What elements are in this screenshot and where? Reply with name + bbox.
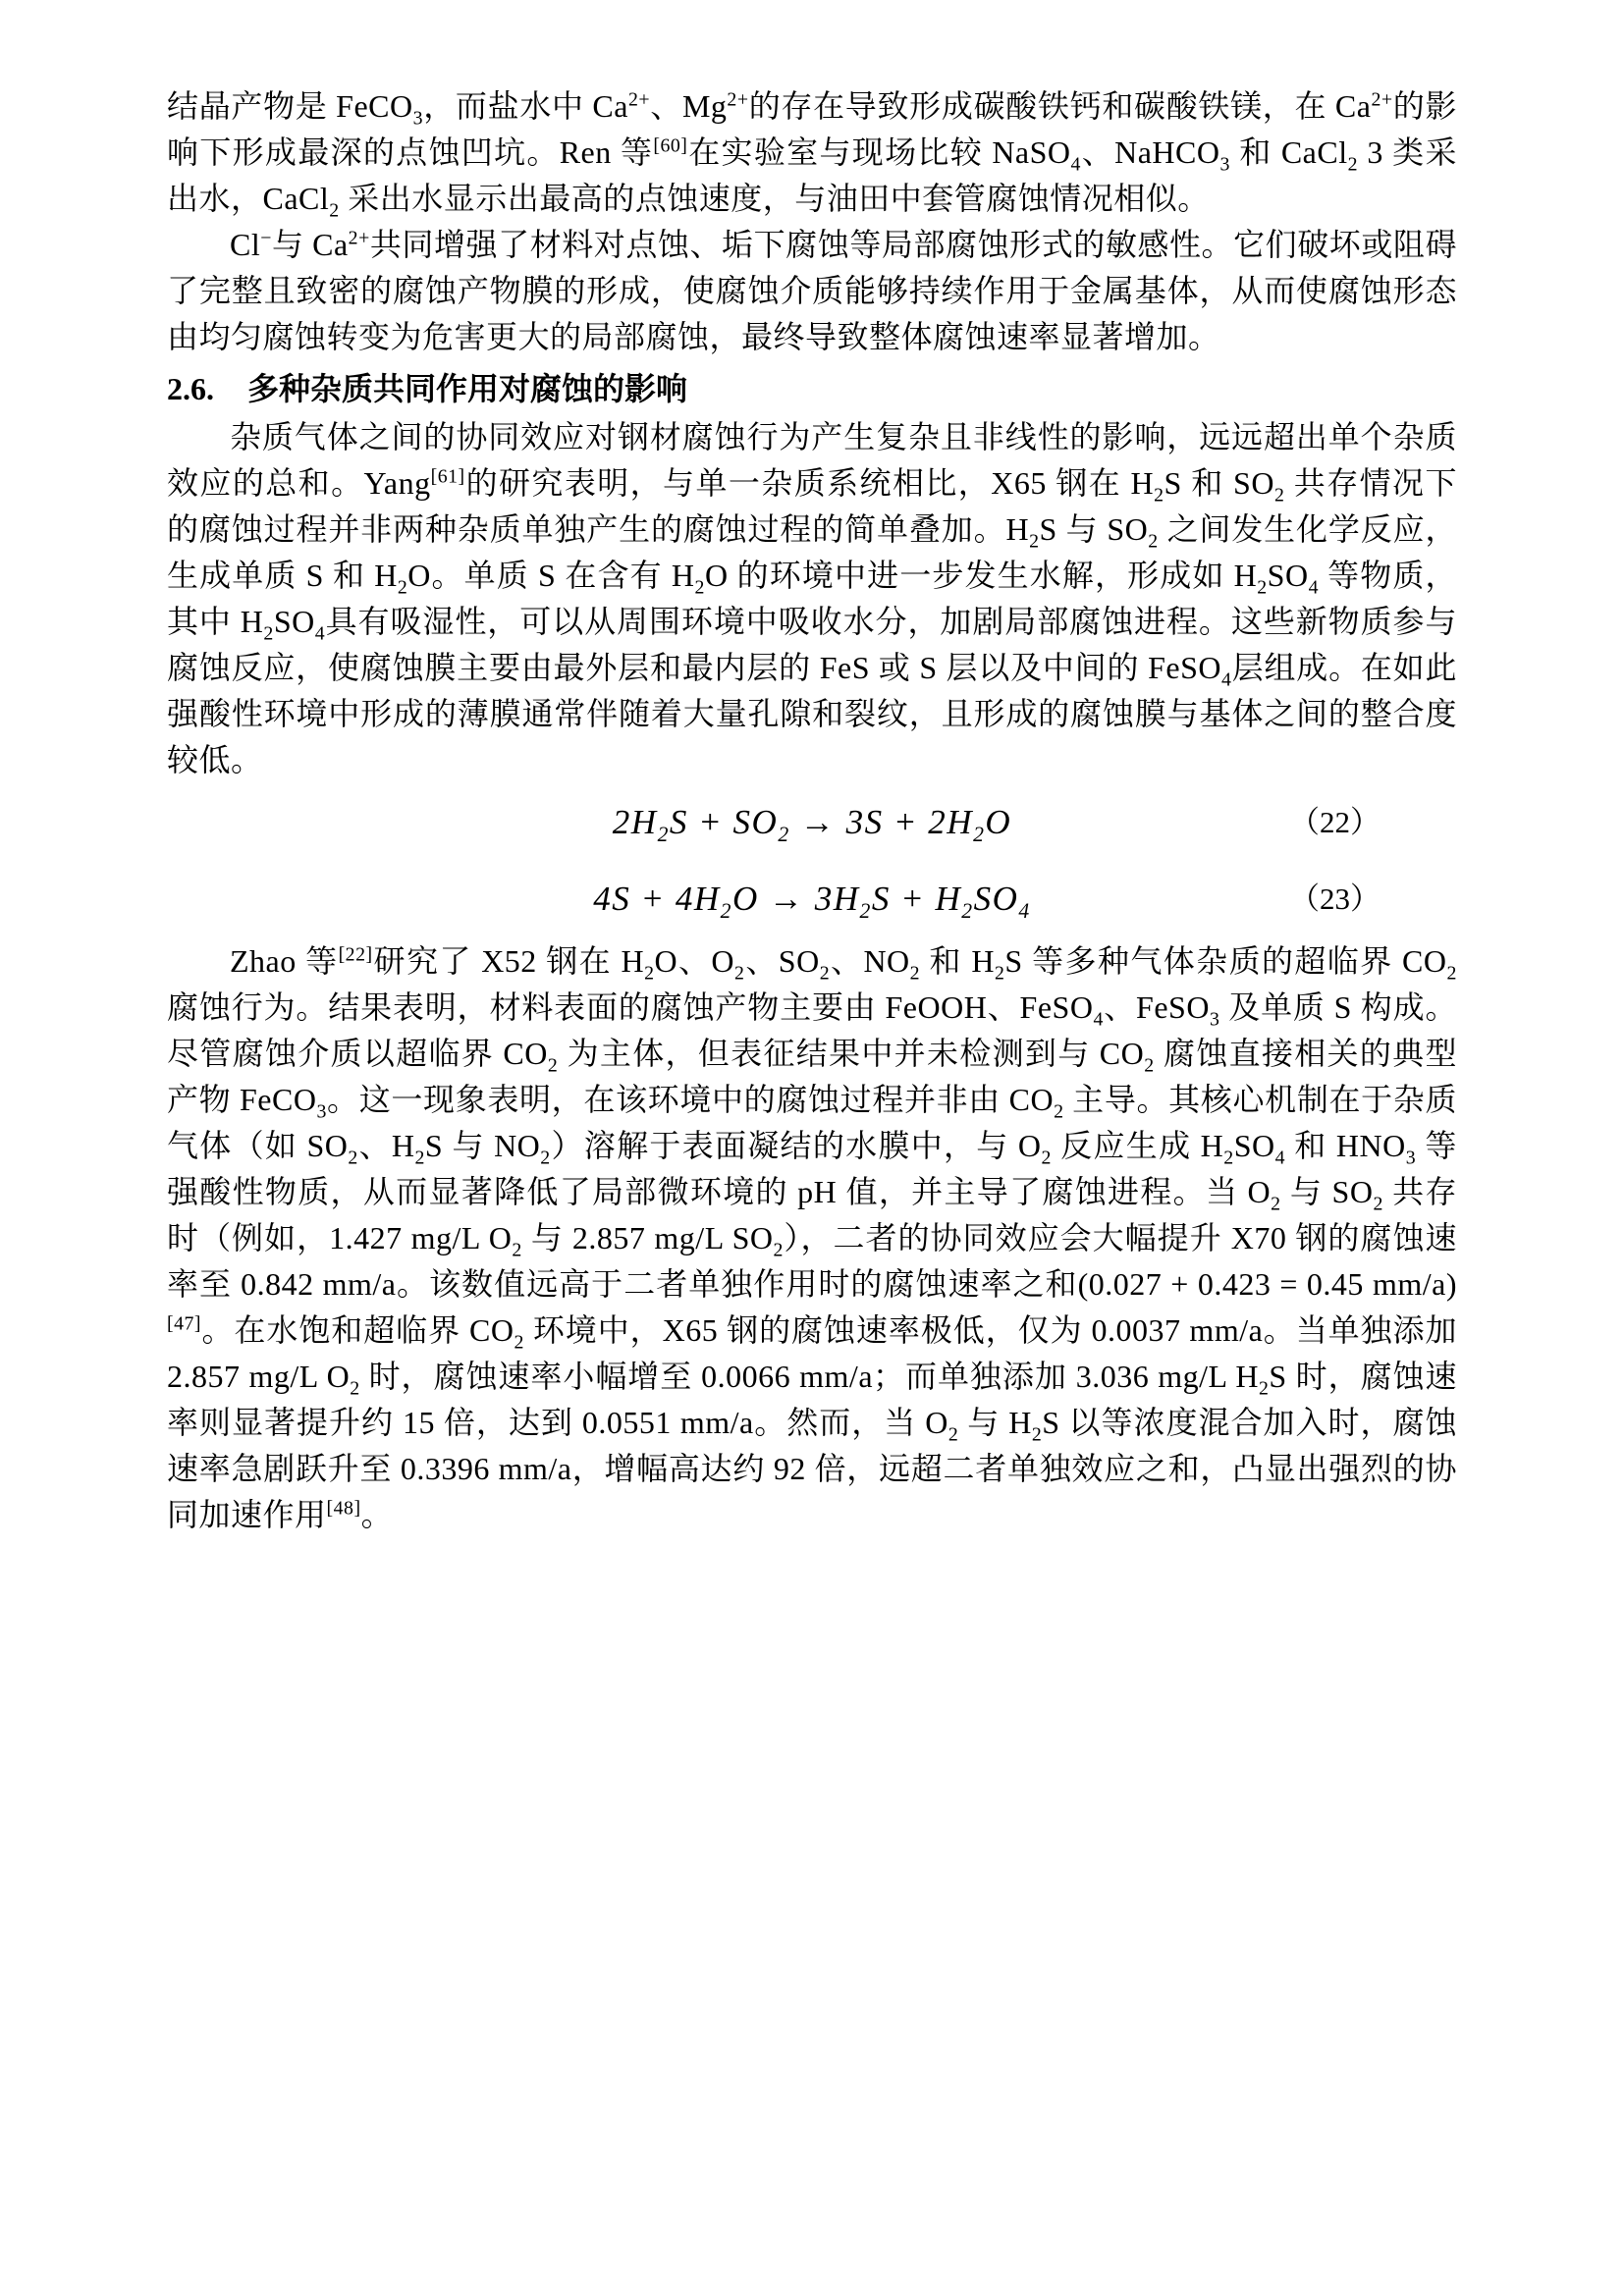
text-run: → 3S + 2H <box>789 803 974 841</box>
text-run: 共同增强了材料对点蚀、垢下腐蚀等局部腐蚀形式的敏感性。它们破坏或阻碍了完整且致密的腐蚀产物膜的形成，使腐蚀介质能够持续作用于金属基体，从而使腐蚀形态由均匀腐蚀转变为危害更大的局部腐蚀，最终导致整体腐蚀速率显著增加。 <box>167 227 1457 354</box>
subscript-text: 3 <box>1405 1147 1417 1169</box>
text-run: 与 Ca <box>271 227 349 262</box>
text-run: S + SO <box>669 803 779 841</box>
subscript-text: 2 <box>397 576 408 599</box>
text-run: 为主体，但表征结果中并未检测到与 CO <box>558 1036 1145 1071</box>
text-run: 等物质，其中 H <box>167 558 1457 639</box>
superscript-text: 2+ <box>627 88 651 111</box>
text-run: 、NO <box>830 943 910 979</box>
subscript-text: 2 <box>414 1147 425 1169</box>
superscript-text: − <box>260 227 272 249</box>
text-run: 的研究表明，与单一杂质系统相比，X65 钢在 H <box>464 465 1155 501</box>
text-run: 、FeSO <box>1103 989 1210 1025</box>
text-run: SO <box>273 604 315 639</box>
subscript-text: 2 <box>1144 1054 1155 1077</box>
subscript-text: 2 <box>973 823 986 846</box>
text-run: 与 SO <box>1280 1174 1374 1209</box>
text-run: 。在水饱和超临界 CO <box>201 1312 514 1348</box>
subscript-text: 2 <box>1031 1423 1043 1446</box>
text-run: Cl <box>230 227 261 262</box>
superscript-text: 2+ <box>1371 88 1393 111</box>
subscript-text: 2 <box>734 962 745 985</box>
para-chloride-calcium <box>167 222 1457 360</box>
subscript-text: 3 <box>412 107 424 130</box>
subscript-text: 4 <box>1274 1147 1286 1169</box>
subscript-text: 2 <box>1446 962 1457 985</box>
text-run: 。 <box>360 1497 394 1532</box>
text-run: 杂质气体之间的协同效应对钢材腐蚀行为产生复杂且非线性的影响，远远超出单个杂质效应的总和。Yang <box>167 419 1457 501</box>
subscript-text: 2 <box>819 962 831 985</box>
subscript-text: 2 <box>1257 576 1268 599</box>
subscript-text: 2 <box>263 622 274 645</box>
subscript-text: 2 <box>961 899 974 923</box>
text-run: 共存时（例如，1.427 mg/L O <box>167 1174 1457 1255</box>
superscript-text: 2+ <box>727 88 749 111</box>
subscript-text: 2 <box>694 576 705 599</box>
text-run: S 等多种气体杂质的超临界 CO <box>1004 943 1447 979</box>
equation-expression <box>593 880 1031 923</box>
text-run: 之间发生化学反应，生成单质 S 和 H <box>167 511 1457 593</box>
superscript-text: [22] <box>338 943 373 966</box>
text-run: 和 HNO <box>1285 1128 1406 1163</box>
text-run: 反应生成 H <box>1051 1128 1224 1163</box>
para-synergy-h2s-so2 <box>167 414 1457 783</box>
text-run: SO <box>973 880 1019 918</box>
text-run: 3 类采出水，CaCl <box>167 134 1457 216</box>
section-2-6 <box>167 366 1457 412</box>
text-run: 腐蚀直接相关的典型产物 FeCO <box>167 1036 1457 1117</box>
text-run: 和 H <box>920 943 995 979</box>
superscript-text: [60] <box>653 134 688 157</box>
superscript-text: 2+ <box>348 227 370 249</box>
subscript-text: 2 <box>348 1147 358 1169</box>
subscript-text: 2 <box>859 899 872 923</box>
text-run: 、NaHCO <box>1080 134 1220 170</box>
subscript-text: 2 <box>1271 1193 1281 1215</box>
subscript-text: 2 <box>1373 1193 1383 1215</box>
text-run: 的存在导致形成碳酸铁钙和碳酸铁镁，在 Ca <box>748 88 1372 124</box>
text-run: 和 CaCl <box>1229 134 1348 170</box>
subscript-text: 2 <box>1258 1377 1270 1400</box>
subscript-text: 2 <box>1273 484 1285 507</box>
subscript-text: 4 <box>1308 576 1319 599</box>
superscript-text: [47] <box>167 1312 202 1335</box>
text-run: 研究了 X52 钢在 H <box>372 943 645 979</box>
text-run: S 和 SO <box>1164 465 1274 501</box>
text-run: ，而盐水中 Ca <box>423 88 628 124</box>
superscript-text: [48] <box>326 1497 361 1520</box>
subscript-text: 3 <box>1209 1008 1220 1031</box>
equation-number: （22） <box>1289 805 1380 839</box>
text-run: 具有吸湿性，可以从周围环境中吸收水分，加剧局部腐蚀进程。这些新物质参与腐蚀反应，使腐蚀膜主要由最外层和最内层的 FeS 或 S 层以及中间的 FeSO <box>167 604 1457 685</box>
text-run: S 与 NO <box>424 1128 541 1163</box>
text-run: 时，腐蚀速率小幅增至 0.0066 mm/a；而单独添加 3.036 mg/L H <box>359 1359 1259 1394</box>
subscript-text: 2 <box>909 962 921 985</box>
subscript-text: 2 <box>778 823 790 846</box>
subscript-text: 2 <box>994 962 1005 985</box>
subscript-text: 2 <box>350 1377 360 1400</box>
subscript-text: 2 <box>547 1054 559 1077</box>
subscript-text: 2 <box>1223 1147 1234 1169</box>
para-zhao-supercritical-co2 <box>167 938 1457 1538</box>
text-run: 2H <box>612 803 658 841</box>
text-run: O <box>985 803 1012 841</box>
text-run: 、H <box>357 1128 415 1163</box>
text-run: 4S + 4H <box>593 880 721 918</box>
text-run: 与 2.857 mg/L SO <box>521 1220 774 1255</box>
subscript-text: 3 <box>316 1100 327 1123</box>
section-number: 2.6. <box>167 371 214 406</box>
text-run: 、Mg <box>650 88 728 124</box>
equation-23 <box>167 862 1457 936</box>
text-run: 在实验室与现场比较 NaSO <box>687 134 1071 170</box>
text-run: SO <box>1233 1128 1275 1163</box>
text-run: O → 3H <box>731 880 860 918</box>
subscript-text: 2 <box>1154 484 1164 507</box>
text-run: Zhao 等 <box>230 943 339 979</box>
equation-expression <box>612 803 1012 846</box>
text-run: S 与 SO <box>1039 511 1149 547</box>
subscript-text: 4 <box>1093 1008 1104 1031</box>
text-run: S + H <box>871 880 962 918</box>
section-title: 多种杂质共同作用对腐蚀的影响 <box>247 371 688 406</box>
text-run: 结晶产物是 FeCO <box>167 88 413 124</box>
text-run: 。这一现象表明，在该环境中的腐蚀过程并非由 CO <box>326 1082 1055 1117</box>
superscript-text: [61] <box>430 465 465 488</box>
subscript-text: 2 <box>657 823 670 846</box>
subscript-text: 2 <box>540 1147 551 1169</box>
subscript-text: 2 <box>947 1423 959 1446</box>
text-run: ），二者的协同效应会大幅提升 X70 钢的腐蚀速率至 0.842 mm/a。该数值远高于二者单独作用时的腐蚀速率之和(0.027 + 0.423 = 0.45 mm/a) <box>167 1220 1457 1302</box>
subscript-text: 2 <box>329 199 340 222</box>
text-run: O 的环境中进一步发生水解，形成如 H <box>704 558 1258 593</box>
text-run: O。单质 S 在含有 H <box>407 558 695 593</box>
text-run: 及单质 S 构成。尽管腐蚀介质以超临界 CO <box>167 989 1457 1071</box>
text-run: 等强酸性物质，从而显著降低了局部微环境的 pH 值，并主导了腐蚀进程。当 O <box>167 1128 1457 1209</box>
text-run: SO <box>1267 558 1309 593</box>
text-run: S 以等浓度混合加入时，腐蚀速率急剧跃升至 0.3396 mm/a，增幅高达约 92 倍，远超二者单独效应之和，凸显出强烈的协同加速作用 <box>167 1405 1457 1532</box>
subscript-text: 2 <box>1041 1147 1052 1169</box>
text-run: ）溶解于表面凝结的水膜中，与 O <box>550 1128 1042 1163</box>
subscript-text: 2 <box>1148 530 1159 553</box>
subscript-text: 2 <box>1347 153 1359 176</box>
subscript-text: 3 <box>1219 153 1230 176</box>
text-run: 采出水显示出最高的点蚀速度，与油田中套管腐蚀情况相似。 <box>339 181 1210 216</box>
subscript-text: 4 <box>1220 668 1232 691</box>
text-run: 、SO <box>744 943 820 979</box>
equation-22 <box>167 785 1457 860</box>
subscript-text: 2 <box>644 962 655 985</box>
text-run: 环境中，X65 钢的腐蚀速率极低，仅为 0.0037 mm/a。当单独添加 2.857 mg/L O <box>167 1312 1457 1394</box>
subscript-text: 2 <box>512 1239 522 1261</box>
subscript-text: 4 <box>1070 153 1081 176</box>
text-run: 与 H <box>958 1405 1032 1440</box>
subscript-text: 2 <box>773 1239 784 1261</box>
text-run: 层组成。在如此强酸性环境中形成的薄膜通常伴随着大量孔隙和裂纹，且形成的腐蚀膜与基体之间的整合度较低。 <box>167 650 1457 777</box>
text-run: S 时，腐蚀速率则显著提升约 15 倍，达到 0.0551 mm/a。然而，当 O <box>167 1359 1457 1440</box>
subscript-text: 2 <box>1054 1100 1064 1123</box>
text-run: 共存情况下的腐蚀过程并非两种杂质单独产生的腐蚀过程的简单叠加。H <box>167 465 1457 547</box>
text-run: 主导。其核心机制在于杂质气体（如 SO <box>167 1082 1457 1163</box>
subscript-text: 4 <box>314 622 326 645</box>
text-run: 腐蚀行为。结果表明，材料表面的腐蚀产物主要由 FeOOH、FeSO <box>167 989 1094 1025</box>
subscript-text: 4 <box>1018 899 1031 923</box>
text-run: O、O <box>654 943 735 979</box>
equation-number: （23） <box>1289 881 1380 916</box>
para-crystalline-products <box>167 83 1457 222</box>
text-run: 的影响下形成最深的点蚀凹坑。Ren 等 <box>167 88 1457 170</box>
subscript-text: 2 <box>514 1331 524 1354</box>
subscript-text: 2 <box>720 899 732 923</box>
subscript-text: 2 <box>1029 530 1040 553</box>
page-content <box>167 83 1457 1538</box>
